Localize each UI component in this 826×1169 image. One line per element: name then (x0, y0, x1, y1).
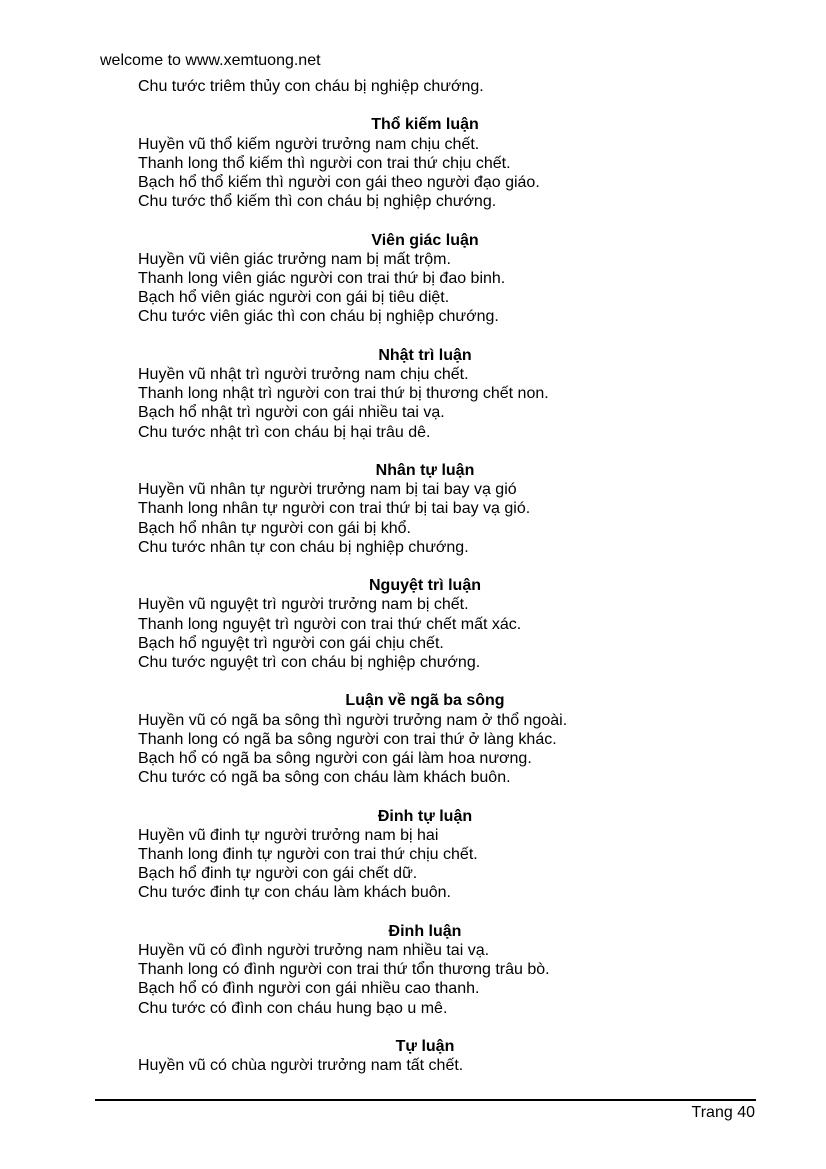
section-line: Huyền vũ đinh tự người trưởng nam bị hai (138, 826, 439, 844)
section-heading: Đinh tự luận (377, 807, 473, 825)
section-lines (95, 135, 755, 212)
section-lines (95, 711, 755, 788)
section-line: Bạch hổ nhân tự người con gái bị khổ. (138, 519, 411, 537)
section-line: Huyền vũ viên giác trưởng nam bị mất trộm. (138, 250, 451, 268)
intro-line: Chu tước triêm thủy con cháu bị nghiệp chướng. (138, 78, 484, 95)
sections-container (95, 115, 755, 1075)
section-line: Huyền vũ thổ kiếm người trưởng nam chịu chết. (138, 135, 480, 153)
section-lines (95, 1056, 755, 1075)
section-line: Bạch hổ thổ kiếm thì người con gái theo người đạo giáo. (138, 174, 540, 191)
content-section (95, 1037, 755, 1075)
page-number-label: Trang 40 (691, 1104, 755, 1121)
section-line: Bạch hổ viên giác người con gái bị tiêu diệt. (138, 289, 450, 307)
section-heading: Nguyệt trì luận (368, 577, 481, 595)
section-line: Bạch hổ nhật trì người con gái nhiều tai vạ. (138, 404, 445, 422)
section-line: Chu tước có đình con cháu hung bạo u mê. (138, 999, 448, 1017)
content-section (95, 576, 755, 672)
section-line: Thanh long nhân tự người con trai thứ bị tai bay vạ gió. (138, 500, 531, 518)
content-section (95, 346, 755, 442)
section-line: Thanh long đinh tự người con trai thứ chịu chết. (138, 846, 478, 864)
section-line: Thanh long nhật trì người con trai thứ bị thương chết non. (138, 385, 549, 403)
section-line: Bạch hổ có đình người con gái nhiều cao thanh. (138, 980, 480, 998)
section-lines (95, 941, 755, 1018)
section-lines (95, 826, 755, 903)
section-line: Thanh long có ngã ba sông người con trai thứ ở làng khác. (138, 730, 557, 748)
page-footer (95, 1099, 756, 1122)
section-line: Huyền vũ nhân tự người trưởng nam bị tai bay vạ gió (138, 481, 517, 499)
section-line: Chu tước nhân tự con cháu bị nghiệp chướng. (138, 538, 469, 556)
section-heading: Nhân tự luận (375, 462, 475, 479)
document-body (95, 77, 755, 1075)
section-lines (95, 480, 755, 557)
section-line: Chu tước có ngã ba sông con cháu làm khách buôn. (138, 769, 511, 787)
section-heading: Luận về ngã ba sông (345, 692, 505, 710)
section-line: Bạch hổ nguyệt trì người con gái chịu chết. (138, 634, 444, 652)
section-line: Bạch hổ đinh tự người con gái chết dữ. (138, 865, 418, 883)
section-line: Huyền vũ nhật trì người trưởng nam chịu chết. (138, 366, 469, 383)
section-lines (95, 250, 755, 327)
content-section (95, 691, 755, 787)
content-section (95, 922, 755, 1018)
site-header-text: welcome to www.xemtuong.net (100, 52, 321, 69)
section-line: Thanh long viên giác người con trai thứ bị đao binh. (138, 270, 506, 287)
section-lines (95, 365, 755, 442)
section-line: Huyền vũ nguyệt trì người trưởng nam bị chết. (138, 596, 469, 614)
section-line: Chu tước thổ kiếm thì con cháu bị nghiệp chướng. (138, 193, 497, 211)
section-heading: Viên giác luận (371, 231, 479, 249)
section-line: Huyền vũ có ngã ba sông thì người trưởng nam ở thổ ngoài. (138, 711, 568, 729)
section-line: Huyền vũ có đình người trưởng nam nhiều tai vạ. (138, 942, 490, 960)
content-section (95, 461, 755, 557)
section-heading: Tự luận (395, 1038, 455, 1056)
section-line: Chu tước đinh tự con cháu làm khách buôn. (138, 884, 451, 902)
section-line: Bạch hổ có ngã ba sông người con gái làm hoa nương. (138, 750, 532, 768)
section-heading: Thổ kiếm luận (371, 116, 479, 134)
content-section (95, 115, 755, 211)
section-heading: Nhật trì luận (378, 346, 472, 364)
section-line: Huyền vũ có chùa người trưởng nam tất chết. (138, 1057, 464, 1075)
section-line: Chu tước nguyệt trì con cháu bị nghiệp chướng. (138, 654, 481, 672)
content-section (95, 231, 755, 327)
section-line: Thanh long thổ kiếm thì người con trai thứ chịu chết. (138, 154, 511, 172)
section-line: Thanh long có đình người con trai thứ tổn thương trâu bò. (138, 961, 550, 979)
section-line: Thanh long nguyệt trì người con trai thứ chết mất xác. (138, 615, 522, 633)
section-heading: Đinh luận (388, 922, 462, 940)
section-line: Chu tước viên giác thì con cháu bị nghiệp chướng. (138, 308, 499, 326)
section-line: Chu tước nhật trì con cháu bị hại trâu dê. (138, 423, 431, 441)
content-section (95, 807, 755, 903)
section-lines (95, 595, 755, 672)
